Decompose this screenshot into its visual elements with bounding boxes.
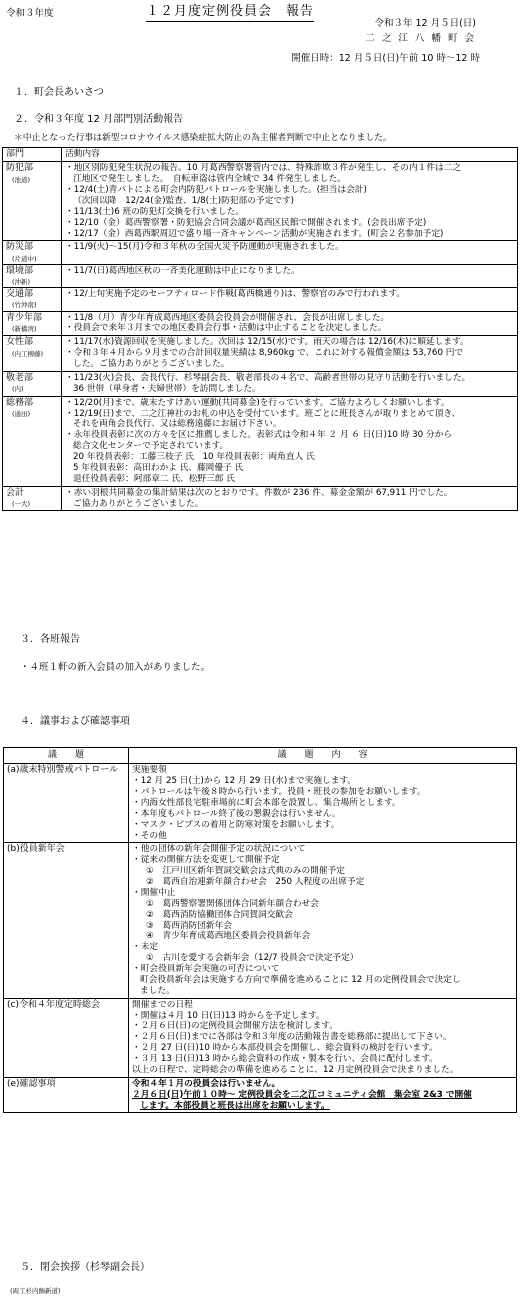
agenda-item: (c)令和４年度定時総会 — [4, 998, 129, 1077]
activity-line: 退任役員表彰：阿部章二 氏、松野三郎 氏 — [73, 473, 235, 484]
dept-cell — [3, 241, 62, 264]
table-row — [3, 264, 518, 287]
agenda-line: 町会役員新年会は実施する方向で準備を進めることに 12 月の定例役員会で決定し — [140, 974, 461, 985]
footer-note: (両工杉内飾新道) — [10, 1287, 61, 1295]
agenda-line: 令和４年１月の役員会は行いません。 — [132, 1078, 281, 1089]
activity-line: ・12/4(土)青パトによる町会内防犯パトロールを実施しました。(担当は会計) — [65, 185, 367, 195]
dept-person: (内) — [12, 385, 24, 394]
table-header-row — [4, 748, 517, 764]
table-row — [3, 162, 518, 241]
activity-line: ・11/23(火)会長、会長代行、杉琴副会長、敬老部長の４名で、高齢者世帯の見守り活動を行いました。 — [65, 372, 471, 383]
header-activity: 活動内容 — [62, 148, 518, 162]
agenda-line: ③ 葛西消防団新年会 — [146, 920, 232, 931]
activity-line: ・役員会で来年３月までの地区委員会行事・活動は中止することを決定しました。 — [65, 323, 387, 334]
activity-line: ・11/13(土)6 班の防犯灯交換を行いました。 — [65, 206, 245, 217]
activity-line: ・地区別防犯発生状況の報告。10 月葛西警察署管内では、特殊詐欺３件が発生し、その内１件は二之 — [65, 163, 462, 174]
agenda-line: ・開催は４月 10 日(日)13 時からを予定します。 — [132, 1010, 325, 1021]
activity-line: それを両角会長代行、又は総務遠藤にお届け下さい。 — [73, 419, 282, 430]
dept-name: 会計 — [6, 487, 25, 498]
table-row — [4, 843, 517, 998]
agenda-item: (b)役員新年会 — [4, 843, 129, 998]
dept-cell — [3, 288, 62, 311]
activity-line: した。ご協力ありがとうございました。 — [73, 359, 230, 369]
dept-person: (池道) — [12, 175, 31, 184]
activity-cell — [62, 311, 518, 336]
activity-cell — [62, 336, 518, 372]
agenda-line: ・開催中止 — [132, 887, 176, 898]
document-title: １２月度定例役員会 報告 — [146, 4, 314, 22]
agenda-line: ました。 — [140, 985, 175, 996]
agenda-line: ② 葛西消防協働団体合同賀詞交歓会 — [146, 909, 293, 920]
activity-cell — [62, 162, 518, 241]
agenda-line: ・マスク・ビブスの着用と防寒対策をお願いします。 — [132, 819, 340, 830]
activity-line: ・11/8（月）青少年育成葛西地区委員会役員会が開催され、会長が出席しました。 — [65, 312, 390, 323]
activity-line: ・12/17（金）西葛西駅周辺で盛り場一斉キャンペーン活動が実施されます。(町会２名参加予定) — [65, 228, 444, 239]
activity-cell — [62, 241, 518, 264]
agenda-line: ・町会役員新年会実施の可否について — [132, 964, 280, 974]
dept-person: (通田) — [12, 409, 31, 418]
activity-line: ・11/17(水)資源回収を実施しました。次回は 12/15(水)です。雨天の場合は 12/16(木)に順延します。 — [65, 337, 469, 348]
dept-cell — [3, 396, 62, 486]
table-row — [3, 288, 518, 311]
dept-person: (一大) — [12, 499, 31, 508]
section-heading-1: １．町会長あいさつ — [14, 87, 104, 98]
activity-line: ・12/10（金）葛西警察署・防犯協会合同会議が葛西区民館で開催されます。(会長出席予定) — [65, 217, 427, 228]
activity-line: ・赤い羽根共同募金の集計結果は次のとおりです。件数が 236 件、募金金額が 67,911 円でした。 — [65, 487, 453, 498]
activity-line: （次回以降 12/24(金)監査、1/8(土)防犯部の予定です) — [73, 195, 295, 206]
agenda-line: ２月６日(日)午前１０時〜 定例役員会を二之江コミュニティ会館 集会室 2&3 で開催 — [132, 1089, 472, 1100]
agenda-line: 実施要領 — [132, 765, 167, 776]
covid-note: ＊中止となった行事は新型コロナウイルス感染症拡大防止の為主催者判断で中止となりました。 — [14, 133, 392, 143]
agenda-line: ・12 月 25 日(土)から 12 月 29 日(水)まで実施します。 — [132, 776, 357, 787]
meeting-time: 開催日時：12 月５日(日)午前 10 時〜12 時 — [291, 53, 480, 64]
dept-name: 敬老部 — [6, 372, 34, 383]
agenda-line: ・未定 — [132, 942, 159, 953]
dept-person: (新橋湾) — [12, 324, 37, 333]
activity-cell — [62, 371, 518, 396]
agenda-line: ・本年度もパトロール終了後の懇親会は行いません。 — [132, 808, 341, 819]
dept-person: (片道中) — [12, 254, 37, 263]
table-row — [3, 241, 518, 264]
agenda-item: (e)確認事項 — [4, 1077, 129, 1113]
table-row — [3, 311, 518, 336]
agenda-line: ・他の団体の新年会開催予定の状況について — [132, 844, 306, 855]
dept-cell — [3, 311, 62, 336]
dept-name: 防犯部 — [6, 163, 34, 174]
table-row — [3, 486, 518, 511]
activity-line: ご協力ありがとうございました。 — [73, 498, 204, 509]
agenda-item: (a)歳末特別警戒パトロール — [4, 764, 129, 843]
activity-line: ・令和３年４月から９月までの合計回収量実績は 8,960kg で、これに対する報償金額は 53,760 円で — [65, 348, 464, 359]
agenda-line: ④ 青少年育成葛西地区委員会役員新年会 — [146, 931, 311, 942]
agenda-line: ① 江戸川区新年賀詞交歓会は式典のみの開催予定 — [146, 866, 345, 877]
activity-line: ・12/19(日)まで、二之江神社のお札の申込を受付ています。班ごとに班長さんが取りまとめて頂き、 — [65, 408, 461, 419]
table-row — [3, 396, 518, 486]
dept-cell — [3, 371, 62, 396]
table-row — [3, 336, 518, 372]
table-row — [4, 764, 517, 843]
han-report: ・４班１軒の新入会員の加入がありました。 — [20, 662, 211, 673]
activity-line: ・永年役員表彰に次の方々を区に推薦しました。表彰式は令和４年 ２ 月 ６ 日(日)10 時 30 分から — [65, 430, 453, 441]
agenda-line: ① 古川を愛する会新年会（12/7 役員会で決定予定） — [146, 953, 359, 964]
activity-line: ・11/7(日)葛西地区秋の一斉美化運動は中止になりました。 — [65, 265, 300, 276]
table-row — [3, 371, 518, 396]
report-date: 令和３年 12 月５日(日) — [374, 18, 476, 29]
section-heading-2: ２．令和３年度 12 月部門別活動報告 — [14, 114, 184, 125]
agenda-line: ・２月 27 日(日)10 時から本部役員会を開催し、総会資料の検討を行います。 — [132, 1043, 438, 1054]
activity-cell — [62, 486, 518, 511]
agenda-line: 開催までの日程 — [132, 999, 193, 1010]
section-heading-3: ３．各班報告 — [20, 634, 80, 645]
agenda-line: ① 葛西警察署関係団体合同新年顔合わせ会 — [146, 898, 319, 909]
table-row — [4, 1077, 517, 1113]
agenda-line: ・３月 13 日(日)13 時から総会資料の作成・製本を行い、会員に配付します。 — [132, 1054, 438, 1064]
activity-line: ・12/20(月)まで、歳末たすけあい運動(共同募金)を行っています。ご協力よろしくお願いします。 — [65, 397, 450, 408]
dept-name: 防災部 — [6, 242, 34, 253]
agenda-content — [129, 998, 517, 1077]
dept-cell — [3, 336, 62, 372]
agenda-content — [129, 1077, 517, 1113]
organization-name: 二 之 江 八 幡 町 会 — [365, 33, 476, 44]
dept-name: 環境部 — [6, 265, 34, 276]
agenda-content — [129, 843, 517, 998]
dept-name: 総務部 — [6, 397, 34, 408]
activity-cell — [62, 264, 518, 287]
header-dept: 部門 — [3, 148, 62, 162]
agenda-line: ・パトロールは午後８時から行います。役員・班長の参加をお願いします。 — [132, 787, 426, 797]
table-row — [4, 998, 517, 1077]
dept-name: 青少年部 — [6, 312, 43, 323]
section-heading-4: ４．議事および確認事項 — [20, 716, 130, 727]
dept-cell — [3, 264, 62, 287]
activity-line: 36 世帯（単身者・夫婦世帯）を訪問しました。 — [73, 383, 261, 394]
agenda-content — [129, 764, 517, 843]
dept-person: (沖新) — [12, 278, 31, 286]
department-activity-table — [2, 147, 518, 511]
agenda-line: ・内海女性部長宅駐車場前に町会本部を設置し、集合場所とします。 — [132, 797, 401, 808]
dept-person: (内工柳藤) — [12, 349, 44, 358]
agenda-line: ・その他 — [132, 830, 167, 841]
agenda-line: ・２月６日(日)までに各部は令和３年度の活動報告書を総務部に提出して下さい。 — [132, 1032, 452, 1043]
dept-cell — [3, 486, 62, 511]
activity-line: 江地区で発生しました。 自転車盗は管内全域で 34 件発生しました。 — [73, 174, 346, 185]
activity-line: 20 年役員表彰：工藤三枝子 氏 10 年役員表彰：両角直人 氏 — [73, 452, 315, 462]
section-heading-5: ５．閉会挨拶（杉琴副会長） — [20, 1262, 150, 1273]
agenda-line: します。本部役員と班長は出席をお願いします。 — [140, 1100, 330, 1111]
fiscal-year: 令和３年度 — [6, 8, 54, 19]
header-content: 議 題 内 容 — [129, 748, 517, 764]
activity-line: 総合文化センターで予定されています。 — [73, 441, 229, 452]
activity-line: 5 年役員表彰：高田わかよ 氏、藤岡優子 氏 — [73, 462, 244, 473]
agenda-line: ② 葛西自治連新年顔合わせ会 250 人程度の出席予定 — [146, 877, 365, 887]
dept-name: 女性部 — [6, 337, 34, 348]
activity-cell — [62, 396, 518, 486]
agenda-line: 以上の日程で、定時総会の準備を進めることに、12 月定例役員会で決まりました。 — [132, 1064, 459, 1075]
table-header-row — [3, 148, 518, 162]
header-item: 議 題 — [4, 748, 129, 764]
activity-line: ・11/9(火)〜15(月)令和３年秋の全国火災予防運動が実施されました。 — [65, 242, 344, 253]
agenda-line: ・従来の開催方法を変更して開催予定 — [132, 855, 280, 866]
dept-person: (竹沖南) — [12, 301, 37, 310]
activity-line: ・12/上旬実施予定のセーフティロード作戦(葛西橋通り)は、警察官のみで行われます。 — [65, 289, 406, 300]
dept-cell — [3, 162, 62, 241]
agenda-line: ・２月６日(日)の定例役員会開催方法を検討します。 — [132, 1021, 338, 1032]
activity-cell — [62, 288, 518, 311]
agenda-table — [3, 747, 517, 1113]
dept-name: 交通部 — [6, 289, 34, 300]
